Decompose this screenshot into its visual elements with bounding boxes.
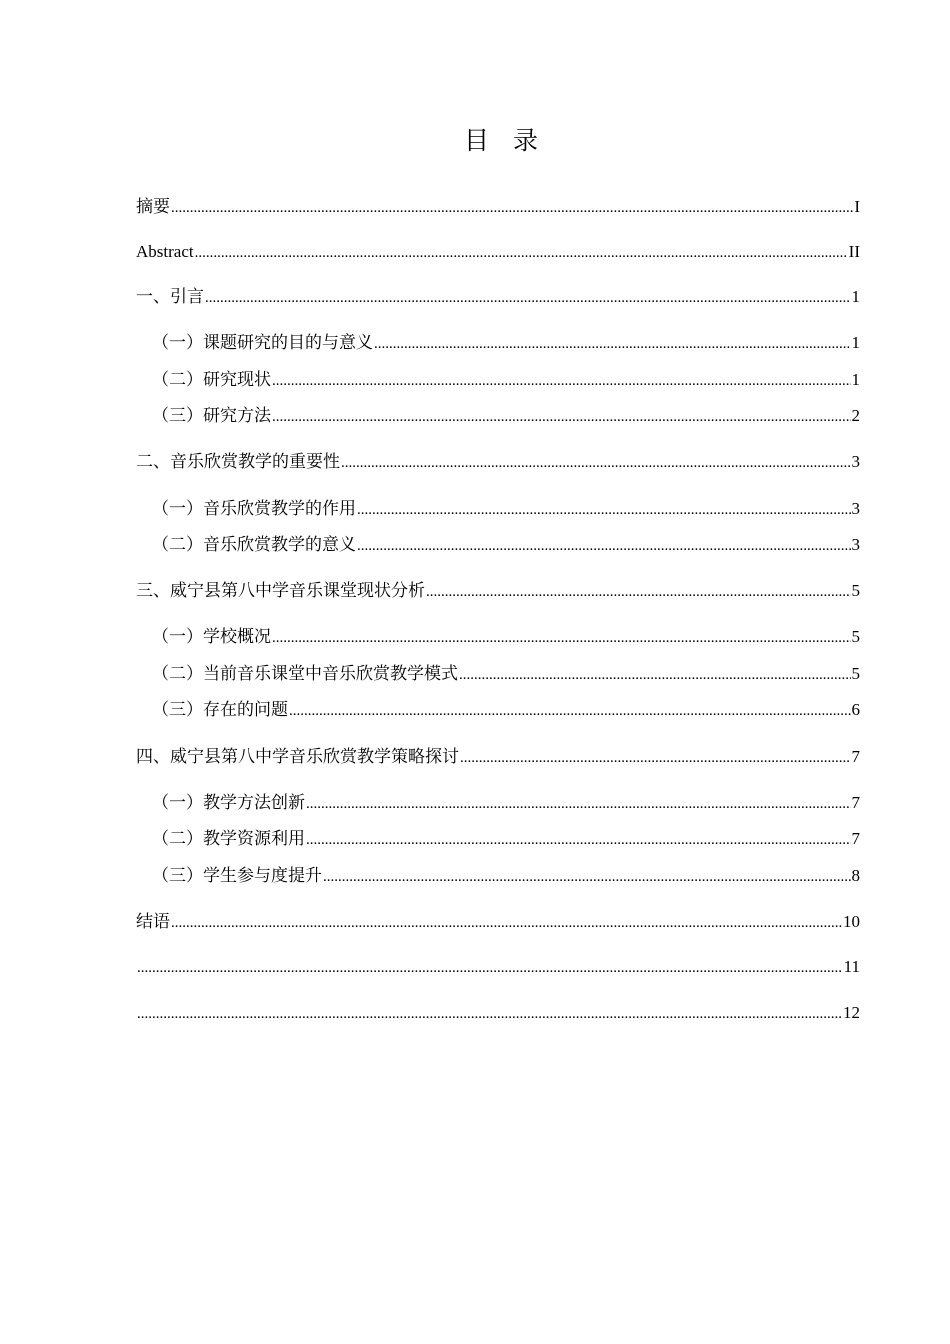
toc-entry-title: （一）课题研究的目的与意义	[152, 333, 373, 353]
toc-dot-leader	[357, 497, 851, 523]
toc-dot-leader	[374, 331, 851, 357]
toc-entry[interactable]	[152, 367, 860, 393]
toc-page-number: 2	[851, 406, 860, 425]
toc-page-number: 1	[851, 333, 860, 352]
toc-page-number: 5	[851, 664, 860, 683]
toc-entry[interactable]	[136, 284, 860, 310]
toc-dot-leader	[205, 285, 851, 311]
toc-entry[interactable]	[152, 403, 860, 429]
toc-entry-title: （三）存在的问题	[152, 700, 288, 720]
toc-entry[interactable]	[136, 1000, 860, 1026]
toc-dot-leader	[289, 698, 851, 724]
toc-dot-leader	[426, 579, 851, 605]
toc-page-number: 11	[843, 957, 860, 976]
toc-page-number: 12	[843, 1003, 860, 1022]
toc-page-number: 1	[851, 287, 860, 306]
toc-page-number: 3	[851, 535, 860, 554]
toc-dot-leader	[460, 745, 851, 771]
toc-entry-title: （一）学校概况	[152, 627, 271, 647]
toc-entry-title: （二）当前音乐课堂中音乐欣赏教学模式	[152, 664, 458, 684]
toc-entry-title: 一、引言	[136, 287, 204, 307]
toc-dot-leader	[306, 827, 851, 853]
toc-page-number: 8	[851, 866, 860, 885]
toc-entry-title: （三）研究方法	[152, 406, 271, 426]
toc-dot-leader	[323, 864, 851, 890]
toc-entry[interactable]	[136, 449, 860, 475]
toc-entry[interactable]	[152, 532, 860, 558]
toc-dot-leader	[357, 533, 851, 559]
toc-page-number: 6	[851, 700, 860, 719]
toc-page-number: 1	[851, 370, 860, 389]
toc-page-number: 7	[851, 747, 860, 766]
toc-page-number: 5	[851, 581, 860, 600]
toc-entry-title: Abstract	[136, 242, 194, 261]
toc-entry[interactable]	[136, 909, 860, 935]
toc-dot-leader	[171, 910, 842, 936]
toc-entry-title: （二）教学资源利用	[152, 829, 305, 849]
toc-entry-title: （一）教学方法创新	[152, 793, 305, 813]
toc-entry-title: 二、音乐欣赏教学的重要性	[136, 452, 340, 472]
toc-dot-leader	[459, 662, 851, 688]
toc-entry[interactable]	[152, 826, 860, 852]
toc-page-number: 7	[851, 793, 860, 812]
toc-entry[interactable]	[152, 790, 860, 816]
toc-title: 目 录	[464, 126, 546, 155]
toc-entry[interactable]	[136, 578, 860, 604]
toc-page-number: 7	[851, 829, 860, 848]
toc-entry[interactable]	[152, 697, 860, 723]
toc-page-number: 3	[851, 499, 860, 518]
toc-dot-leader	[272, 404, 851, 430]
toc-entry-title: （一）音乐欣赏教学的作用	[152, 499, 356, 519]
toc-page-number: 10	[843, 912, 860, 931]
toc-dot-leader	[272, 625, 851, 651]
toc-dot-leader	[137, 1001, 842, 1027]
toc-entry[interactable]	[136, 239, 860, 265]
toc-entry[interactable]	[152, 330, 860, 356]
toc-dot-leader	[171, 195, 853, 221]
toc-page-number: II	[848, 242, 860, 261]
toc-entry[interactable]	[152, 863, 860, 889]
toc-dot-leader	[306, 791, 851, 817]
toc-entry-title: （二）研究现状	[152, 370, 271, 390]
toc-entry[interactable]	[136, 744, 860, 770]
toc-entry-title: 摘要	[136, 197, 170, 217]
toc-entry[interactable]	[136, 194, 860, 220]
toc-dot-leader	[137, 955, 843, 981]
toc-entry[interactable]	[152, 496, 860, 522]
toc-page-number: 5	[851, 627, 860, 646]
toc-entry-title: 四、威宁县第八中学音乐欣赏教学策略探讨	[136, 747, 459, 767]
toc-dot-leader	[272, 368, 851, 394]
toc-entry-title: 结语	[136, 912, 170, 932]
toc-entry-title: （二）音乐欣赏教学的意义	[152, 535, 356, 555]
toc-page-number: I	[854, 197, 860, 216]
toc-page-number: 3	[851, 452, 860, 471]
toc-entry[interactable]	[136, 954, 860, 980]
toc-dot-leader	[341, 450, 851, 476]
toc-entry[interactable]	[152, 661, 860, 687]
toc-entry[interactable]	[152, 624, 860, 650]
toc-entry-title: 三、威宁县第八中学音乐课堂现状分析	[136, 581, 425, 601]
toc-dot-leader	[195, 240, 848, 266]
toc-entry-title: （三）学生参与度提升	[152, 866, 322, 886]
